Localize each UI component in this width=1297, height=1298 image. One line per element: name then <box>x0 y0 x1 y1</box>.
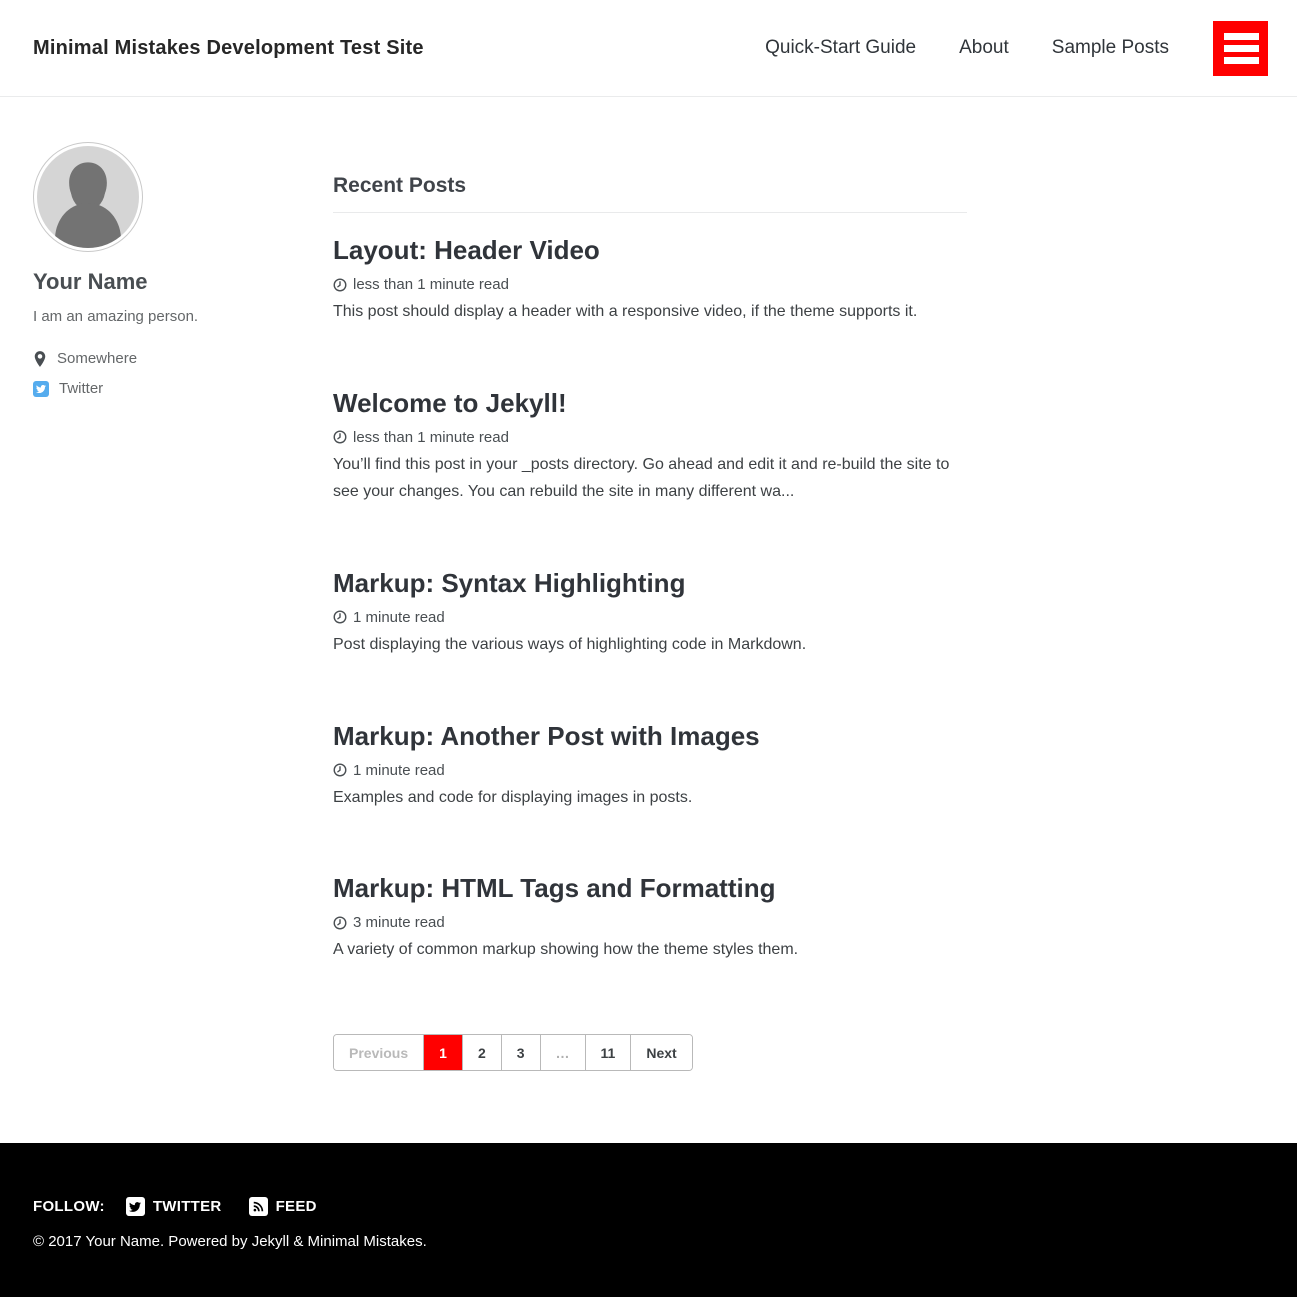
map-marker-icon <box>33 351 47 367</box>
post-meta <box>333 762 967 779</box>
rss-icon <box>249 1197 268 1216</box>
hamburger-icon <box>1224 45 1259 52</box>
pagination-next[interactable]: Next <box>631 1035 691 1070</box>
read-time: 1 minute read <box>353 608 445 626</box>
post-excerpt: Examples and code for displaying images in posts. <box>333 788 693 806</box>
pagination-page-1[interactable]: 1 <box>424 1035 463 1070</box>
clock-icon <box>333 610 347 624</box>
follow-label: FOLLOW: <box>33 1198 105 1215</box>
nav-about[interactable]: About <box>959 37 1009 58</box>
post-excerpt: Post displaying the various ways of highlighting code in Markdown. <box>333 635 807 653</box>
post-excerpt: A variety of common markup showing how the theme styles them. <box>333 941 799 959</box>
twitter-bird-icon <box>33 381 49 397</box>
author-name: Your Name <box>33 269 148 294</box>
twitter-bird-icon <box>126 1197 145 1216</box>
author-links <box>33 350 333 397</box>
post-title-link[interactable]: Markup: Syntax Highlighting <box>333 567 686 598</box>
read-time: 1 minute read <box>353 761 445 779</box>
post-excerpt: This post should display a header with a responsive video, if the theme supports it. <box>333 303 918 320</box>
nav-quick-start-guide[interactable]: Quick-Start Guide <box>765 37 917 58</box>
archive-heading: Recent Posts <box>333 174 967 213</box>
avatar <box>33 142 143 252</box>
pagination-page-11[interactable]: 11 <box>586 1035 632 1070</box>
post-title-link[interactable]: Layout: Header Video <box>333 235 600 265</box>
masthead <box>0 0 1297 97</box>
author-sidebar <box>33 142 333 1143</box>
copyright <box>33 1233 1264 1250</box>
pagination-ellipsis: … <box>541 1035 586 1070</box>
footer-twitter-link[interactable] <box>126 1197 222 1216</box>
read-time: less than 1 minute read <box>353 428 509 446</box>
clock-icon <box>333 278 347 292</box>
post-title-link[interactable]: Markup: Another Post with Images <box>333 720 760 751</box>
post-excerpt: You’ll find this post in your _posts directory. Go ahead and edit it and re-build the site to see your changes. You can rebuild the site in many different wa... <box>333 455 950 500</box>
jekyll-link[interactable]: Jekyll <box>251 1233 290 1250</box>
clock-icon <box>333 430 347 444</box>
clock-icon <box>333 763 347 777</box>
post-entry <box>333 388 967 506</box>
main-content <box>333 142 967 1143</box>
minimal-mistakes-link[interactable]: Minimal Mistakes <box>307 1233 423 1250</box>
site-nav <box>722 21 1268 76</box>
post-meta <box>333 609 967 626</box>
post-entry <box>333 721 967 812</box>
pagination <box>333 1034 693 1071</box>
author-bio: I am an amazing person. <box>33 308 199 325</box>
post-meta <box>333 276 967 293</box>
pagination-page-3[interactable]: 3 <box>502 1035 541 1070</box>
pagination-page-2[interactable]: 2 <box>463 1035 502 1070</box>
hamburger-icon <box>1224 33 1259 40</box>
follow-row <box>33 1197 1264 1216</box>
footer-twitter-label: TWITTER <box>152 1198 222 1215</box>
author-location-label: Somewhere <box>57 350 138 367</box>
menu-toggle-button[interactable] <box>1213 21 1268 76</box>
hamburger-icon <box>1224 57 1259 64</box>
author-twitter-row <box>33 380 333 397</box>
footer-feed-link[interactable] <box>249 1197 317 1216</box>
site-footer <box>0 1143 1297 1297</box>
post-meta <box>333 429 967 446</box>
read-time: 3 minute read <box>353 914 445 932</box>
post-entry <box>333 873 967 964</box>
post-meta <box>333 914 967 931</box>
read-time: less than 1 minute read <box>353 276 509 293</box>
copyright-suffix: . <box>422 1233 427 1250</box>
post-entry <box>333 568 967 659</box>
copyright-prefix: © 2017 Your Name. Powered by <box>33 1233 252 1250</box>
pagination-previous: Previous <box>334 1035 424 1070</box>
clock-icon <box>333 916 347 930</box>
post-title-link[interactable]: Markup: HTML Tags and Formatting <box>333 873 776 904</box>
content-wrap <box>0 97 1297 1143</box>
post-entry <box>333 235 967 326</box>
author-location-row <box>33 350 333 367</box>
footer-feed-label: FEED <box>275 1198 317 1215</box>
site-title-link[interactable]: Minimal Mistakes Development Test Site <box>33 36 424 59</box>
copyright-amp: & <box>289 1233 308 1250</box>
nav-sample-posts[interactable]: Sample Posts <box>1051 37 1169 58</box>
author-twitter-link[interactable]: Twitter <box>59 380 104 397</box>
avatar-placeholder-icon <box>37 146 139 248</box>
post-title-link[interactable]: Welcome to Jekyll! <box>333 387 567 418</box>
